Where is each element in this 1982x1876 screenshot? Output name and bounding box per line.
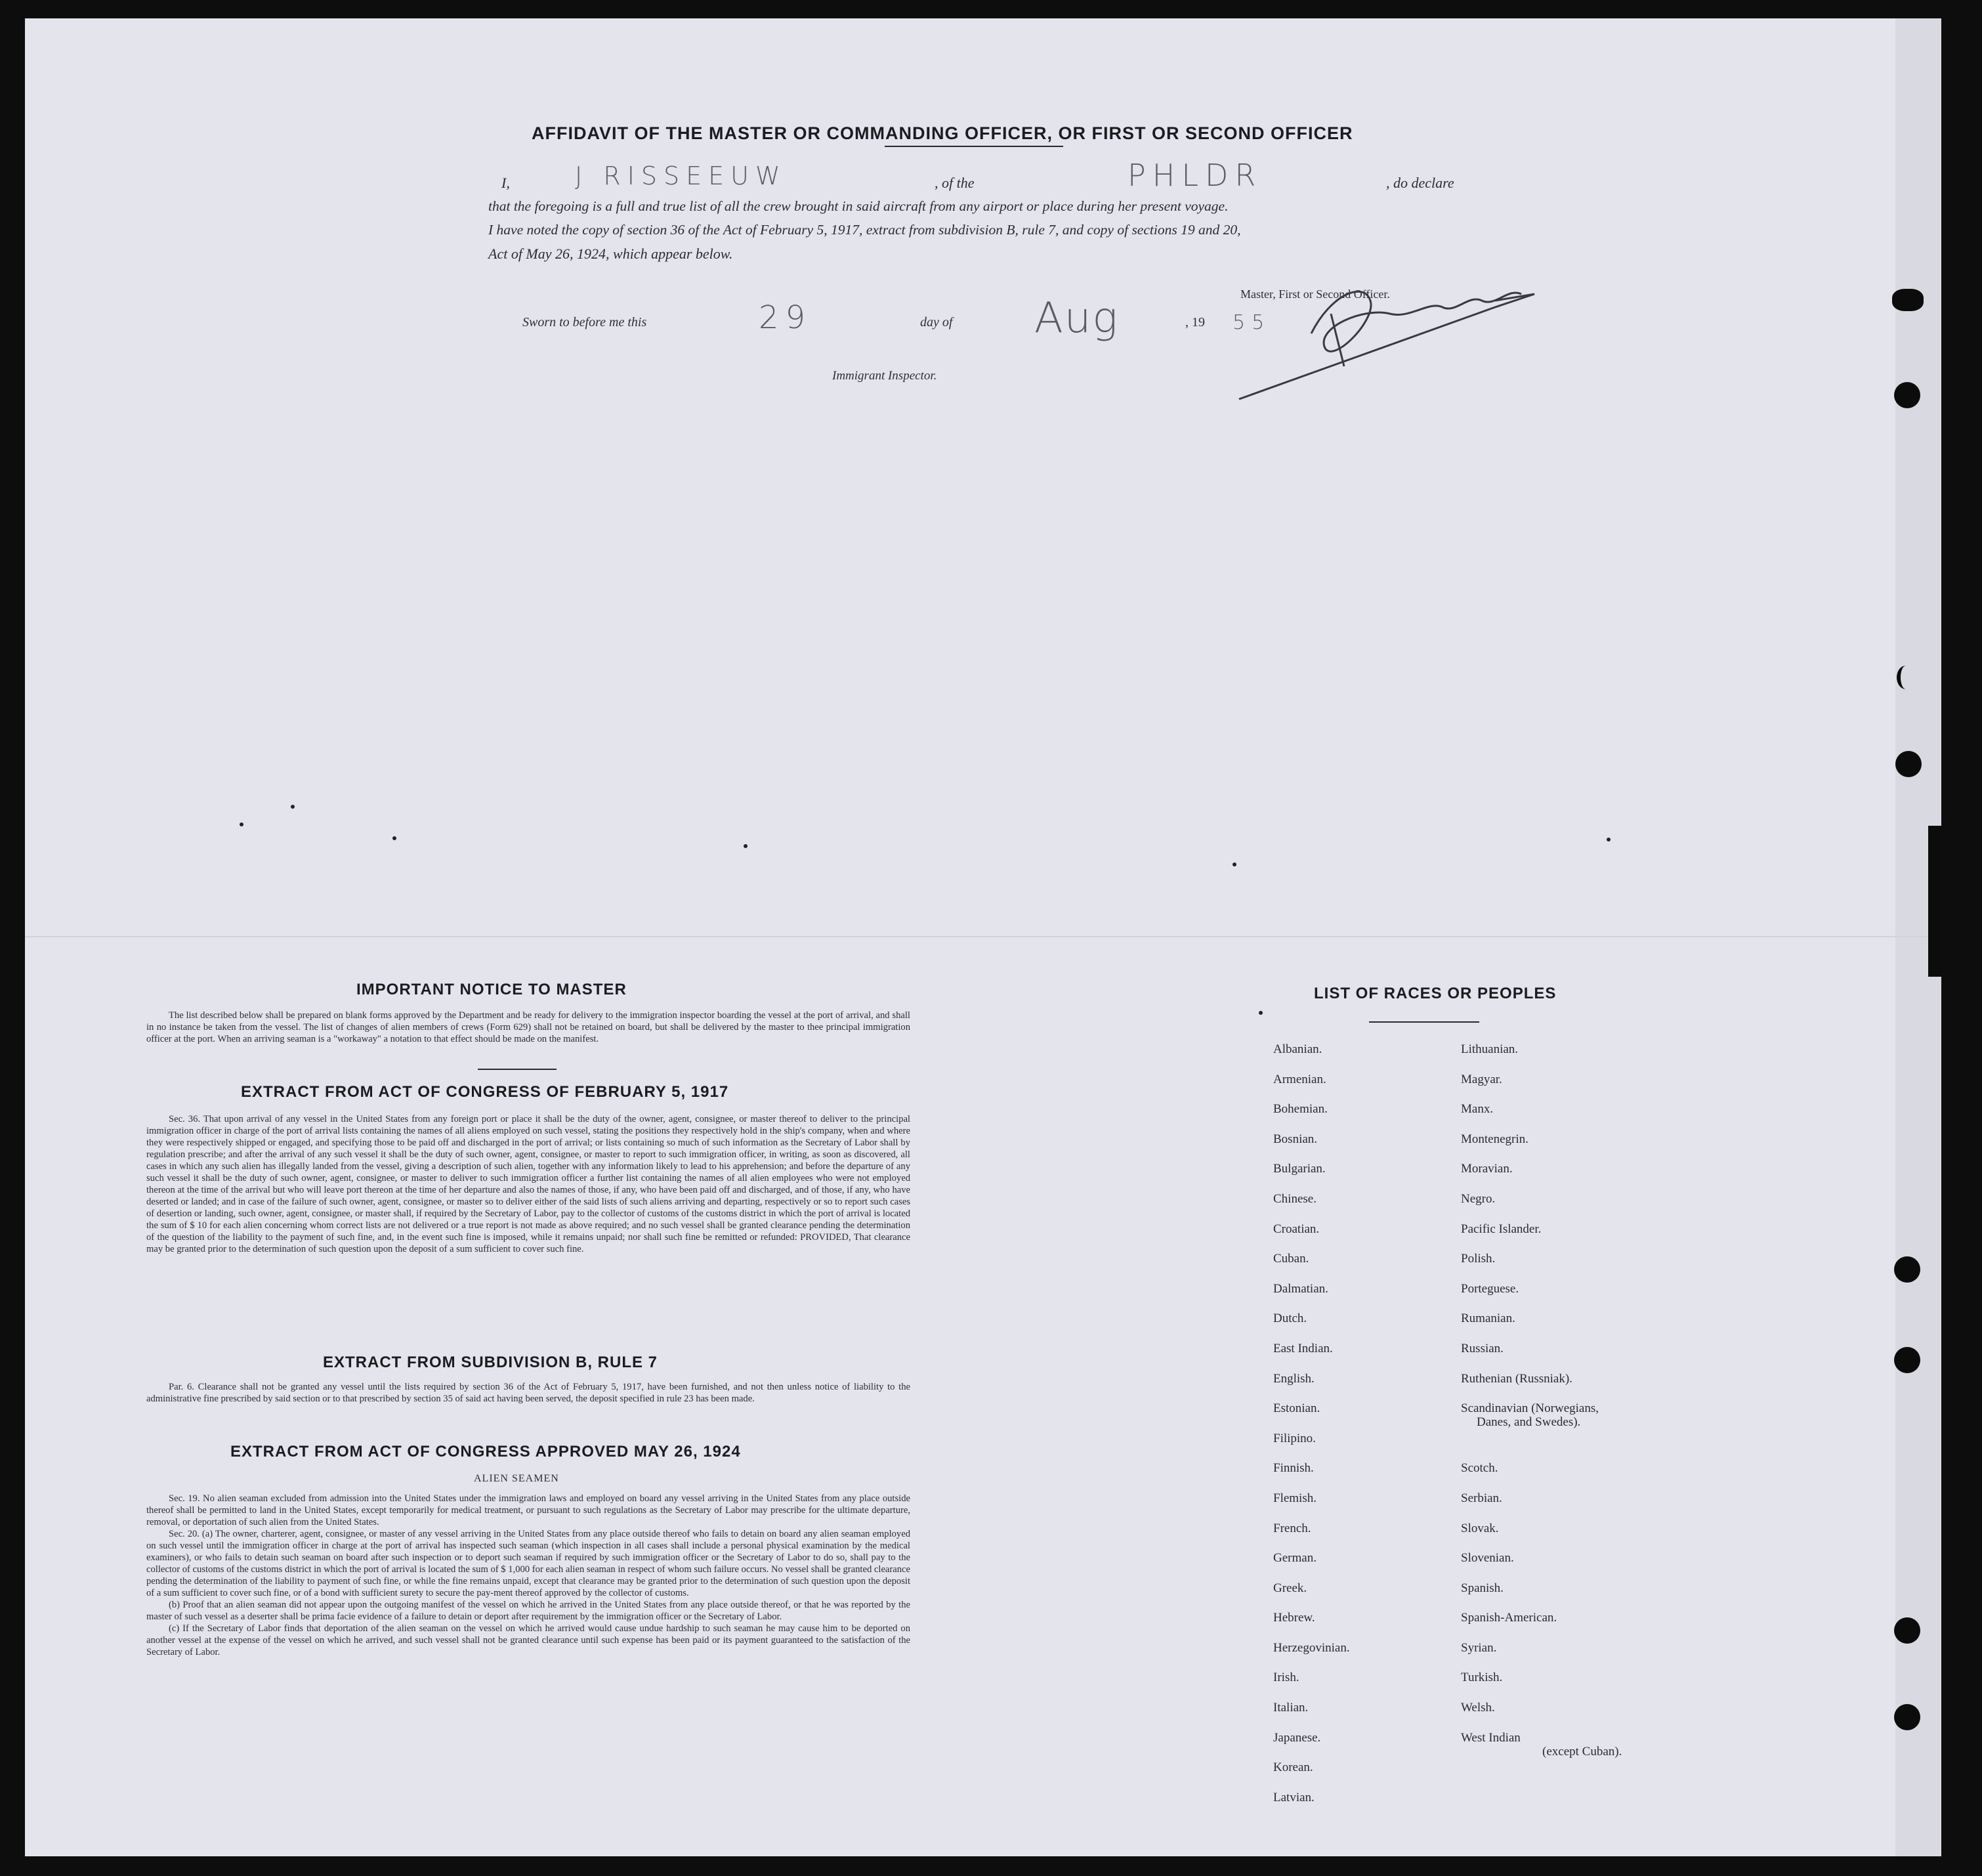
race-item: Latvian.	[1273, 1790, 1315, 1804]
race-item: Finnish.	[1273, 1461, 1314, 1476]
day-of-label: day of	[920, 315, 953, 330]
extract-1924-paragraph: Sec. 19. No alien seaman excluded from admission into the United States under the immigration laws and employed on board any vessel arriving in the United States from any place outside thereof shall be permitted to land in the United States, except temporarily for medical treatment, or pursuant to such regulations as the Secretary of Labor may prescribe for the ultimate departure, removal, or deportation of such alien from the United States.	[146, 1493, 910, 1527]
handwritten-day: 29	[759, 299, 812, 336]
punch-hole	[1897, 666, 1915, 689]
race-item-line: Scandinavian (Norwegians,	[1461, 1401, 1599, 1416]
race-item: Ruthenian (Russniak).	[1461, 1371, 1572, 1386]
race-item: Cuban.	[1273, 1252, 1309, 1266]
inspector-label: Immigrant Inspector.	[832, 369, 937, 383]
handwritten-month: Aug	[1034, 294, 1119, 343]
punch-hole	[1895, 751, 1922, 777]
affidavit-text-line-2: I have noted the copy of section 36 of the Act of February 5, 1917, extract from subdivision B, rule 7, and copy of sections 19 and 20,	[488, 222, 1241, 238]
race-item: Armenian.	[1273, 1072, 1326, 1086]
affidavit-of-the-label: , of the	[935, 175, 975, 191]
race-item-line: Danes, and Swedes).	[1477, 1415, 1581, 1430]
extract-1917-paragraph: Sec. 36. That upon arrival of any vessel in the United States from any foreign port or place it shall be the duty of the owner, agent, consignee, or master thereof to deliver to the principal immigration officer in charge of the port of arrival lists containing the names of all aliens employed on such vessel, stating the positions they respectively hold in the ship's company, when and where they were respectively shipped or engaged, and specifying those to be paid off and discharged in the port of arrival; or lists containing so much of such information as the Secretary of Labor shall by regulation prescribe; and after the arrival of any such vessel it shall be the duty of such owner, agent, consignee, or master to report to such immigration officer, in writing, as soon as discovered, all cases in which any such alien has illegally landed from the vessel, giving a description of such alien, together with any information likely to lead to his apprehension; and before the departure of any such vessel it shall be the duty of such owner, agent, consignee, or master to deliver to such immigration officer a further list containing the names of all alien employees who were not employed thereon at the time of the arrival but who will leave port thereon at the time of her departure and also the names of those, if any, who have been paid off and discharged, and of those, if any, who have deserted or landed; and in case of the failure of such owner, agent, consignee, or master so to deliver either of the said lists of such aliens arriving and departing, respectively or so to report such cases of desertion or landing, such owner, agent, consignee, or master shall, if required by the Secretary of Labor, pay to the collector of customs of the customs district in which the port of arrival is located the sum of $ 10 for each alien concerning whom correct lists are not delivered or a true report is not made as above required; and no such vessel shall be granted clearance pending the determination of the question of the liability to the payment of such fine, and, in the event such fine is imposed, while it remains unpaid; nor shall such fine be remitted or refunded: PROVIDED, That clearance may be granted prior to the determination of such question upon the deposit of a sum sufficient to cover such fine.	[146, 1114, 910, 1254]
dark-edge-shadow	[1928, 826, 1941, 977]
fold-line	[25, 936, 1941, 937]
sworn-label: Sworn to before me this	[522, 315, 647, 330]
race-item: Manx.	[1461, 1102, 1494, 1117]
notice-title: IMPORTANT NOTICE TO MASTER	[356, 981, 627, 998]
punch-hole	[1894, 1347, 1920, 1373]
race-item: Negro.	[1461, 1191, 1496, 1206]
signature-mark	[1233, 255, 1541, 406]
extract-rule7-text	[146, 1381, 910, 1405]
race-item: Italian.	[1273, 1701, 1309, 1715]
race-item: Flemish.	[1273, 1491, 1317, 1505]
punch-hole	[1892, 289, 1924, 311]
race-item: Russian.	[1461, 1341, 1504, 1355]
race-item: Polish.	[1461, 1252, 1496, 1266]
extract-1924-title: EXTRACT FROM ACT OF CONGRESS APPROVED MAY 26, 1924	[230, 1443, 741, 1460]
race-item: Bosnian.	[1273, 1132, 1318, 1146]
races-column-left	[1273, 1042, 1350, 1820]
race-item: German.	[1273, 1551, 1317, 1566]
extract-1924-text	[146, 1493, 910, 1658]
race-item: East Indian.	[1273, 1341, 1333, 1355]
race-item: Dalmatian.	[1273, 1281, 1328, 1296]
race-item: Slovenian.	[1461, 1551, 1514, 1566]
handwritten-aircraft: PHLDR	[1128, 158, 1263, 193]
punch-hole	[1894, 382, 1920, 408]
extract-1924-paragraph: (b) Proof that an alien seaman did not appear upon the outgoing manifest of the vessel on which he arrived in the United States from any place outside thereof, or that he was reported by the master of such vessel as a deserter shall be prima facie evidence of a failure to detain or deport after requirement by the immigration officer or the Secretary of Labor.	[146, 1600, 910, 1622]
race-item: Rumanian.	[1461, 1311, 1515, 1326]
race-item: Spanish-American.	[1461, 1611, 1557, 1625]
race-item: Croatian.	[1273, 1222, 1320, 1236]
extract-1917-title: EXTRACT FROM ACT OF CONGRESS OF FEBRUARY 5, 1917	[241, 1083, 729, 1101]
race-item: Slovak.	[1461, 1521, 1499, 1535]
race-item: Spanish.	[1461, 1581, 1504, 1595]
handwritten-year: 55	[1233, 311, 1271, 334]
race-item: Scotch.	[1461, 1461, 1498, 1476]
race-item-line: (except Cuban).	[1542, 1744, 1622, 1759]
race-item: English.	[1273, 1371, 1315, 1386]
extract-1924-paragraph: Sec. 20. (a) The owner, charterer, agent, consignee, or master of any vessel arriving in the United States from any place outside thereof who fails to detain on board any alien seaman employed on such vessel until the immigration officer in charge at the port of arrival has inspected such seaman (which inspection in all cases shall include a personal physical examination by the medical examiners), or who fails to detain such seaman on board after such inspection or to deport such seaman if required by such immigration officer or the Secretary of Labor to do so, shall pay to the collector of customs of the customs district in which the port of arrival is located the sum of $ 1,000 for each alien seaman in respect of whom such failure occurs. No vessel shall be granted clearance pending the determination of the liability to payment of such fine, or while the fine remains unpaid, except that clearance may be granted prior to the determination of such question upon the deposit of a sum sufficient to cover such fine, or of a bond with sufficient surety to secure the pay-ment thereof approved by the collector of customs.	[146, 1529, 910, 1598]
extract-1924-paragraph: (c) If the Secretary of Labor finds that deportation of the alien seaman on the vessel on which he arrived would cause undue hardship to such seaman he may cause him to be deported on another vessel at the expense of the vessel on which he arrived, and such vessel shall not be granted clearance until such expense has been paid or its payment guaranteed to the satisfaction of the Secretary of Labor.	[146, 1623, 910, 1657]
affidavit-i-label: I,	[501, 175, 510, 191]
race-item: Bohemian.	[1273, 1102, 1328, 1117]
race-item: Chinese.	[1273, 1191, 1317, 1206]
race-item: Greek.	[1273, 1581, 1307, 1595]
race-item-two-line	[1461, 1731, 1622, 1791]
races-column-right	[1461, 1042, 1622, 1791]
race-item: Albanian.	[1273, 1042, 1322, 1056]
affidavit-title-rule	[885, 146, 1063, 147]
year-prefix: , 19	[1185, 315, 1205, 330]
speck	[1233, 863, 1236, 866]
speck	[392, 836, 396, 840]
race-item: Irish.	[1273, 1671, 1299, 1685]
speck	[1607, 838, 1611, 842]
speck	[1259, 1011, 1263, 1015]
race-item: Montenegrin.	[1461, 1132, 1529, 1146]
officer-label: Master, First or Second Officer.	[1240, 288, 1390, 301]
race-item: French.	[1273, 1521, 1311, 1535]
race-item: Porteguese.	[1461, 1281, 1519, 1296]
race-item: Herzegovinian.	[1273, 1640, 1350, 1655]
notice-divider	[478, 1069, 557, 1070]
race-item-line: West Indian	[1461, 1730, 1521, 1745]
affidavit-text-line-3: Act of May 26, 1924, which appear below.	[488, 245, 733, 262]
affidavit-text-line-1: that the foregoing is a full and true list of all the crew brought in said aircraft from any airport or place during her present voyage.	[488, 198, 1229, 214]
race-item: Japanese.	[1273, 1730, 1321, 1745]
speck	[744, 844, 748, 848]
race-item: Bulgarian.	[1273, 1162, 1326, 1176]
race-item: Lithuanian.	[1461, 1042, 1519, 1056]
alien-seamen-subtitle: ALIEN SEAMEN	[474, 1473, 559, 1484]
race-item: Dutch.	[1273, 1311, 1307, 1326]
race-item: Estonian.	[1273, 1401, 1320, 1416]
extract-rule7-paragraph: Par. 6. Clearance shall not be granted any vessel until the lists required by section 36 of the Act of February 5, 1917, have been furnished, and not then unless notice of liability to the administrative fine prescribed by said section or to that prescribed by section 35 of said act having been served, the deposit specified in rule 23 has been made.	[146, 1382, 910, 1404]
speck	[240, 822, 243, 826]
race-item: Korean.	[1273, 1760, 1313, 1775]
speck	[291, 805, 295, 809]
races-title: LIST OF RACES OR PEOPLES	[1314, 985, 1557, 1002]
handwritten-name: J RISSEEUW	[575, 161, 787, 190]
races-title-rule	[1369, 1021, 1479, 1023]
race-item: Syrian.	[1461, 1640, 1497, 1655]
affidavit-title: AFFIDAVIT OF THE MASTER OR COMMANDING OFFICER, OR FIRST OR SECOND OFFICER	[532, 123, 1353, 143]
punch-hole	[1894, 1617, 1920, 1644]
punch-hole	[1894, 1256, 1920, 1283]
punch-hole	[1894, 1704, 1920, 1730]
notice-paragraph: The list described below shall be prepared on blank forms approved by the Department and be ready for delivery to the immigration inspector boarding the vessel at the port of arrival, and shall in no instance be taken from the vessel. The list of changes of alien members of crews (Form 629) shall not be retained on board, but shall be delivered by the master to thee principal immigration officer at the port. When an arriving seaman is a "workaway" a notation to that effect should be made on the manifest.	[146, 1010, 910, 1044]
race-item: Moravian.	[1461, 1162, 1513, 1176]
race-item: Filipino.	[1273, 1431, 1316, 1445]
notice-text	[146, 1010, 910, 1045]
document-page	[25, 18, 1941, 1856]
extract-rule7-title: EXTRACT FROM SUBDIVISION B, RULE 7	[323, 1354, 658, 1371]
race-item: Magyar.	[1461, 1072, 1502, 1086]
race-item: Pacific Islander.	[1461, 1222, 1542, 1236]
race-item: Turkish.	[1461, 1671, 1503, 1685]
race-item: Serbian.	[1461, 1491, 1502, 1505]
extract-1917-text	[146, 1113, 910, 1255]
race-item-two-line	[1461, 1401, 1622, 1461]
affidavit-declare-label: , do declare	[1386, 175, 1454, 191]
race-item: Welsh.	[1461, 1701, 1495, 1715]
race-item: Hebrew.	[1273, 1611, 1315, 1625]
